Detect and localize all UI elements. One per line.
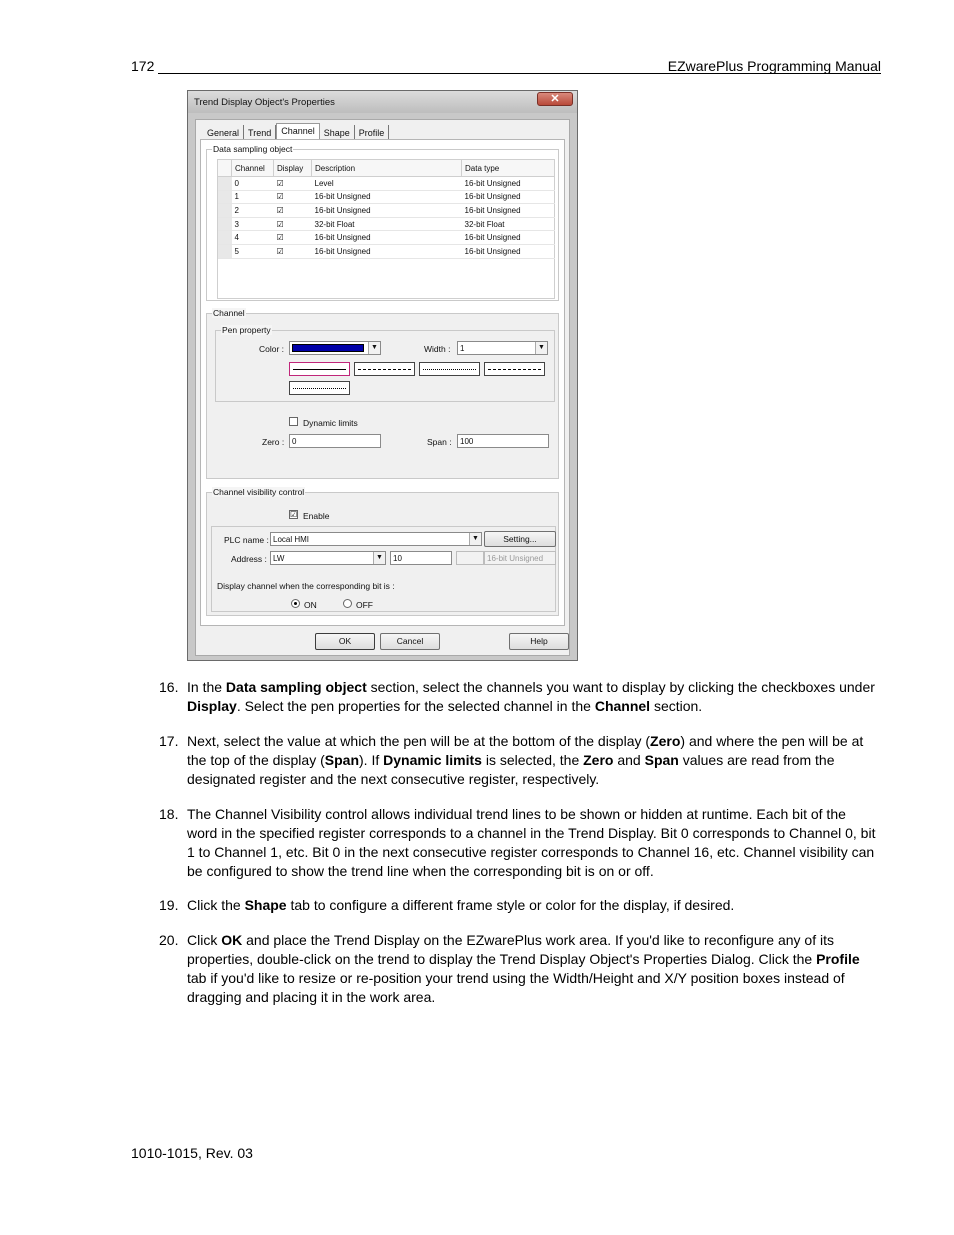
table-row[interactable]	[218, 231, 555, 245]
on-label: ON	[304, 600, 317, 610]
step-text: Next, select the value at which the pen will be at the bottom of the display (Zero) and where the pen will be at the top of the display (Span). If Dynamic limits is selected, the Zero and Span values are read from the designated register and the next consecutive register, respectively.	[187, 733, 864, 787]
dialog-titlebar	[188, 91, 577, 113]
plc-name-label: PLC name :	[224, 535, 269, 545]
enable-label: Enable	[303, 511, 330, 521]
dash-dot-line-icon	[488, 369, 541, 370]
dialog-title: Trend Display Object's Properties	[194, 97, 335, 108]
display-when-label: Display channel when the corresponding bit is :	[217, 581, 395, 591]
off-radio[interactable]	[343, 599, 352, 608]
pen-property-label: Pen property	[222, 325, 271, 335]
span-input[interactable]: 100	[457, 434, 549, 448]
close-icon[interactable]: ✕	[537, 92, 573, 106]
step-text: In the Data sampling object section, select the channels you want to display by clicking the checkboxes under Display. Select the pen properties for the selected channel in the Channel section.	[187, 679, 875, 714]
table-row[interactable]	[218, 190, 555, 204]
channel-visibility-label: Channel visibility control	[213, 487, 305, 497]
cancel-button[interactable]: Cancel	[380, 633, 440, 650]
data-type-cell: 16-bit Unsigned	[462, 204, 555, 218]
tab-profile[interactable]: Profile	[355, 125, 390, 139]
visibility-address-group	[211, 526, 556, 612]
display-checkbox[interactable]: ☑	[274, 244, 312, 258]
data-type-cell: 16-bit Unsigned	[462, 231, 555, 245]
address-device-select[interactable]	[270, 551, 386, 565]
description-cell: 32-bit Float	[312, 217, 462, 231]
dynamic-limits-label: Dynamic limits	[303, 418, 358, 428]
tab-trend[interactable]: Trend	[244, 125, 276, 139]
tab-general[interactable]: General	[203, 125, 244, 139]
step-text: Click the Shape tab to configure a different frame style or color for the display, if desired.	[187, 897, 735, 913]
channel-group	[206, 308, 559, 479]
header-rule	[158, 73, 881, 74]
page-number: 172	[131, 58, 155, 74]
column-header-data-type[interactable]: Data type	[462, 160, 555, 177]
step-number: 18.	[159, 806, 179, 822]
color-label: Color :	[259, 344, 285, 354]
channel-cell: 2	[232, 204, 274, 218]
table-row[interactable]	[218, 217, 555, 231]
pen-color-picker[interactable]	[289, 341, 381, 355]
tab-strip	[203, 123, 389, 139]
description-cell: 16-bit Unsigned	[312, 244, 462, 258]
description-cell: 16-bit Unsigned	[312, 231, 462, 245]
description-cell: 16-bit Unsigned	[312, 204, 462, 218]
display-checkbox[interactable]: ☑	[274, 204, 312, 218]
span-label: Span :	[427, 437, 452, 447]
display-checkbox[interactable]: ☑	[274, 177, 312, 191]
row-selector[interactable]	[218, 244, 232, 258]
chevron-down-icon[interactable]: ▼	[373, 552, 385, 564]
address-device-value: LW	[273, 554, 285, 563]
data-sampling-group	[206, 144, 559, 301]
step-number: 17.	[159, 733, 179, 749]
plc-name-select[interactable]	[270, 532, 482, 546]
column-header-description[interactable]: Description	[312, 160, 462, 177]
line-style-solid[interactable]	[289, 362, 350, 376]
chevron-down-icon[interactable]: ▼	[469, 533, 481, 545]
solid-line-icon	[293, 369, 346, 370]
document-id: 1010-1015, Rev. 03	[131, 1145, 253, 1161]
data-type-cell: 16-bit Unsigned	[462, 190, 555, 204]
row-selector[interactable]	[218, 204, 232, 218]
zero-input[interactable]: 0	[289, 434, 381, 448]
data-type-cell: 16-bit Unsigned	[462, 177, 555, 191]
channel-tab-panel	[200, 139, 565, 626]
step-text: The Channel Visibility control allows individual trend lines to be shown or hidden at runtime. Each bit of the word in the specified register corresponds to a channel in the Trend Display. Bit 0 corresponds to Channel 0, bit 1 to Channel 1, etc. Bit 0 in the next consecutive register corresponds to Channel 16, etc. Channel visibility can be configured to show the trend line when the corresponding bit is on or off.	[187, 806, 876, 879]
ok-button[interactable]: OK	[315, 633, 375, 650]
tab-channel[interactable]: Channel	[276, 123, 320, 140]
help-button[interactable]: Help	[509, 633, 569, 650]
dash-line-icon	[358, 369, 411, 370]
pen-property-group	[215, 325, 555, 402]
row-selector[interactable]	[218, 217, 232, 231]
line-style-dash[interactable]	[354, 362, 415, 376]
address-label: Address :	[231, 554, 267, 564]
row-selector[interactable]	[218, 190, 232, 204]
on-radio[interactable]	[291, 599, 300, 608]
description-cell: Level	[312, 177, 462, 191]
step-number: 19.	[159, 897, 179, 913]
line-style-dot[interactable]	[419, 362, 480, 376]
plc-name-value: Local HMI	[273, 535, 310, 544]
chevron-down-icon[interactable]: ▼	[368, 342, 380, 354]
pen-color-swatch	[292, 344, 364, 352]
enable-checkbox[interactable]: ☑	[290, 510, 298, 519]
display-checkbox[interactable]: ☑	[274, 231, 312, 245]
off-label: OFF	[356, 600, 373, 610]
width-select[interactable]	[457, 341, 548, 355]
channel-visibility-group	[206, 487, 559, 616]
width-label: Width :	[424, 344, 451, 354]
column-header-display[interactable]: Display	[274, 160, 312, 177]
data-type-cell: 32-bit Float	[462, 217, 555, 231]
channel-cell: 1	[232, 190, 274, 204]
trend-display-properties-dialog	[187, 90, 578, 661]
data-sampling-table	[217, 159, 555, 259]
row-selector[interactable]	[218, 231, 232, 245]
manual-title: EZwarePlus Programming Manual	[667, 58, 881, 74]
column-header-channel[interactable]: Channel	[232, 160, 274, 177]
dot-line-icon	[423, 369, 476, 370]
table-header-row	[218, 160, 555, 177]
table-row[interactable]	[218, 244, 555, 258]
data-type-cell: 16-bit Unsigned	[462, 244, 555, 258]
tab-shape[interactable]: Shape	[320, 125, 355, 139]
address-input[interactable]: 10	[390, 551, 452, 565]
channel-cell: 4	[232, 231, 274, 245]
table-row[interactable]	[218, 177, 555, 191]
zero-label: Zero :	[262, 437, 285, 447]
table-row[interactable]	[218, 204, 555, 218]
setting-button[interactable]: Setting...	[484, 531, 556, 547]
display-checkbox[interactable]: ☑	[274, 217, 312, 231]
chevron-down-icon[interactable]: ▼	[535, 342, 547, 354]
channel-group-label: Channel	[213, 308, 245, 318]
line-style-dash-dot[interactable]	[484, 362, 545, 376]
width-value: 1	[460, 344, 465, 353]
description-cell: 16-bit Unsigned	[312, 190, 462, 204]
step-text: Click OK and place the Trend Display on the EZwarePlus work area. If you'd like to reconfigure any of its properties, double-click on the trend to display the Trend Display Object's Properties Dialog. Click the Profile tab if you'd like to resize or re-position your trend using the Width/Height and X/Y position boxes instead of dragging and placing it in the work area.	[187, 932, 860, 1005]
line-style-dash-dot-dot[interactable]	[289, 381, 350, 395]
address-type-field: 16-bit Unsigned	[484, 551, 556, 565]
channel-cell: 3	[232, 217, 274, 231]
dialog-body	[195, 119, 570, 656]
display-checkbox[interactable]: ☑	[274, 190, 312, 204]
address-index-placeholder	[456, 551, 484, 565]
row-selector[interactable]	[218, 177, 232, 191]
channel-cell: 5	[232, 244, 274, 258]
dynamic-limits-checkbox[interactable]	[289, 417, 298, 426]
row-selector-header	[218, 160, 232, 177]
channel-cell: 0	[232, 177, 274, 191]
dash-dot-dot-line-icon	[293, 388, 346, 389]
data-sampling-label: Data sampling object	[213, 144, 293, 154]
step-number: 16.	[159, 679, 179, 695]
step-number: 20.	[159, 932, 179, 948]
